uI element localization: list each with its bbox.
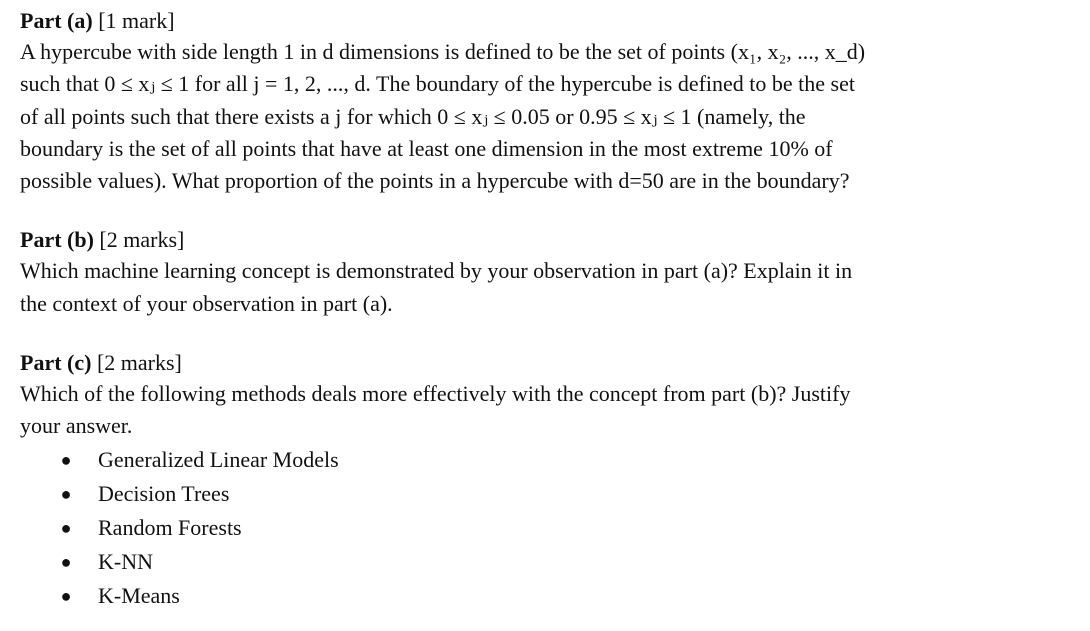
- part-a-heading: Part (a): [20, 8, 93, 33]
- part-a-marks: [1 mark]: [98, 8, 175, 33]
- part-b-marks: [2 marks]: [99, 227, 185, 253]
- part-b: [20, 225, 1080, 320]
- option-label: Decision Trees: [98, 480, 230, 506]
- part-a-text: [20, 36, 1080, 197]
- part-a-line-2: such that 0 ≤ xⱼ ≤ 1 for all j = 1, 2, ..., d. The boundary of the hypercube is defined to be the set: [20, 71, 855, 97]
- part-c-heading: Part (c): [20, 350, 92, 376]
- part-c-header: [20, 348, 1080, 378]
- part-a: [20, 6, 1080, 197]
- part-c-line-2: your answer.: [20, 413, 133, 439]
- list-item: [20, 477, 1080, 511]
- part-a-header: [20, 6, 1080, 36]
- list-item: [20, 511, 1080, 545]
- part-c-marks: [2 marks]: [96, 350, 182, 376]
- question-document: [20, 6, 1080, 613]
- part-b-header: [20, 225, 1080, 255]
- bullet-icon: ●: [60, 551, 72, 572]
- part-c-text: [20, 378, 1080, 443]
- part-b-heading: Part (b): [20, 227, 94, 253]
- bullet-icon: ●: [60, 517, 72, 538]
- option-label: Generalized Linear Models: [98, 446, 339, 472]
- part-a-line-1: A hypercube with side length 1 in d dimensions is defined to be the set of points (x₁, x₂, ..., x_d): [20, 39, 866, 64]
- option-label: Random Forests: [98, 514, 242, 540]
- bullet-icon: ●: [60, 585, 72, 606]
- part-a-line-5: possible values). What proportion of the points in a hypercube with d=50 are in the boundary?: [20, 168, 850, 194]
- part-c-line-1: Which of the following methods deals more effectively with the concept from part (b)? Justify: [20, 381, 851, 407]
- bullet-icon: ●: [60, 483, 72, 504]
- method-options-list: [20, 443, 1080, 613]
- option-label: K-Means: [98, 582, 180, 608]
- list-item: [20, 545, 1080, 579]
- part-b-line-2: the context of your observation in part (a).: [20, 290, 393, 316]
- bullet-icon: ●: [60, 449, 72, 470]
- list-item: [20, 579, 1080, 613]
- part-b-text: [20, 255, 1080, 320]
- list-item: [20, 443, 1080, 477]
- part-b-line-1: Which machine learning concept is demonstrated by your observation in part (a)? Explain it in: [20, 258, 853, 284]
- part-c: [20, 348, 1080, 613]
- option-label: K-NN: [98, 548, 153, 574]
- part-a-line-3: of all points such that there exists a j for which 0 ≤ xⱼ ≤ 0.05 or 0.95 ≤ xⱼ ≤ 1 (namely, the: [20, 103, 806, 129]
- part-a-line-4: boundary is the set of all points that have at least one dimension in the most extreme 10% of: [20, 135, 833, 161]
